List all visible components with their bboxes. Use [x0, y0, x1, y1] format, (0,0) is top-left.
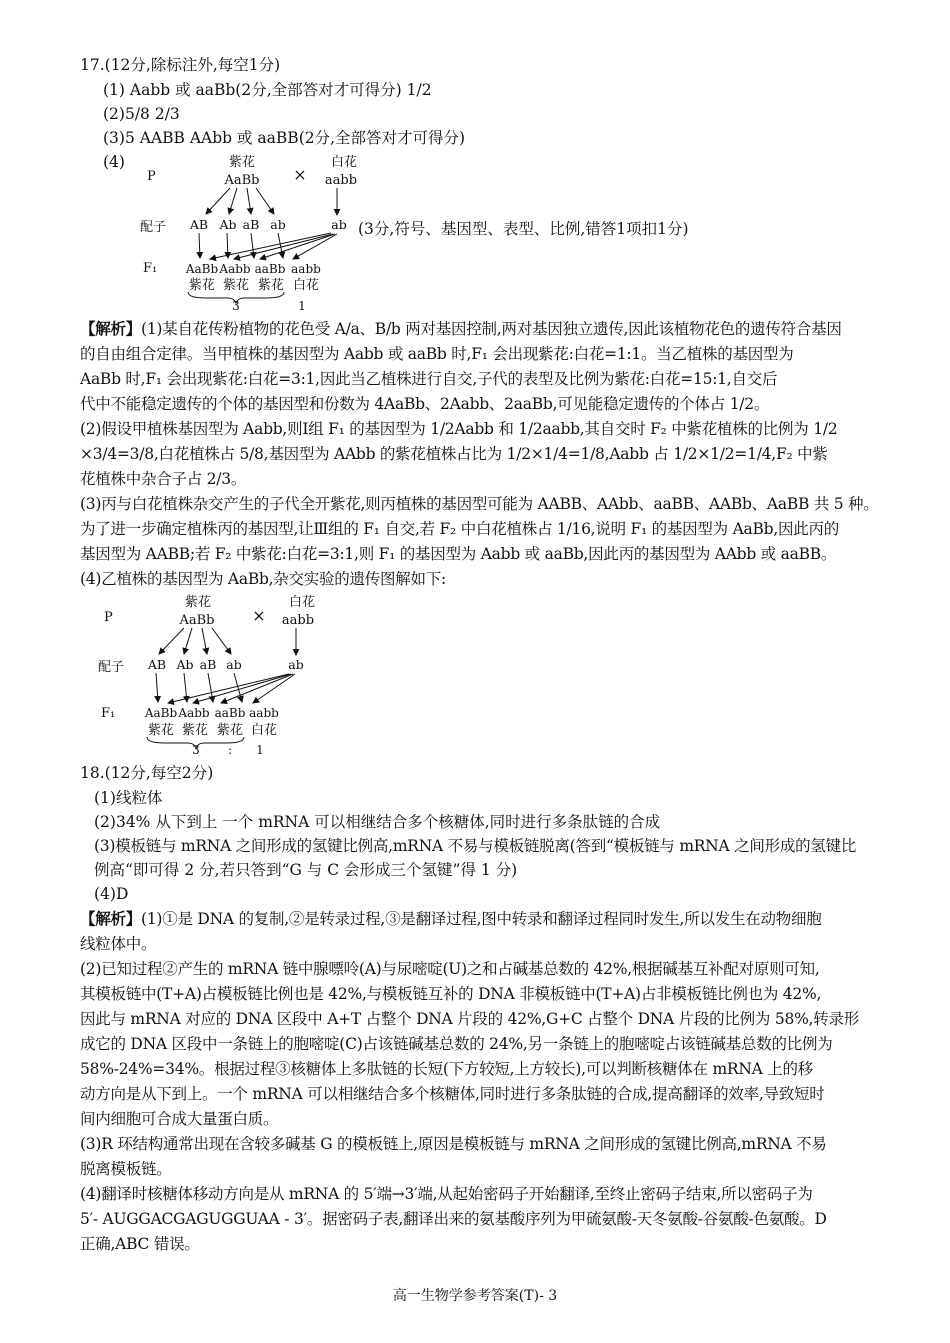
q18-analysis-line-9: 间内细胞可合成大量蛋白质。 [80, 1110, 279, 1128]
f1-genotype-aabb-3: aaBb [214, 706, 246, 720]
q17-analysis-line-9: 为了进一步确定植株丙的基因型,让Ⅲ组的 F₁ 自交,若 F₂ 中白花植株占 1/16,说明 F₁ 的基因型为 AaBb,因此丙的 [80, 520, 840, 538]
parent1-phenotype: 紫花 [228, 155, 256, 170]
q18-analysis-line-2: 线粒体中。 [80, 935, 157, 953]
q17-analysis-line-4: 代中不能稳定遗传的个体的基因型和份数为 4AaBb、2Aabb、2aaBb,可见能稳定遗传的个体占 1/2。 [80, 395, 770, 413]
q18-analysis-line-13: 5′- AUGGACGAGUGGUAA - 3′。据密码子表,翻译出来的氨基酸序列为甲硫氨酸-天冬氨酸-谷氨酸-色氨酸。D [80, 1210, 827, 1228]
p-label: P [147, 169, 156, 184]
gamete-ab-lowercase-a: aB [199, 657, 217, 672]
f1-genotype-aabb-4: aabb [249, 706, 279, 720]
q17-analysis-line-5: (2)假设甲植株基因型为 Aabb,则Ⅰ组 F₁ 的基因型为 1/2Aabb 和 1/2aabb,其自交时 F₂ 中紫花植株的比例为 1/2 [80, 420, 838, 438]
f1-phenotype-4: 白花 [250, 723, 278, 738]
q17-answer-2: (2)5/8 2/3 [103, 105, 180, 123]
ratio-3: 3 [232, 299, 240, 313]
gamete-ab-mixed: Ab [219, 217, 237, 232]
q17-analysis-line-1: 【解析】(1)某自花传粉植物的花色受 A/a、B/b 两对基因控制,两对基因独立遗传,因此该植物花色的遗传符合基因 [80, 319, 842, 338]
f1-phenotype-3: 紫花 [216, 723, 244, 738]
parent1-genotype: AaBb [224, 173, 260, 188]
gamete-ab-upper: AB [147, 657, 167, 672]
gamete-parent2: ab [331, 217, 347, 232]
parent2-phenotype: 白花 [288, 595, 316, 610]
q18-answer-3-line-2: 例高“即可得 2 分,若只答到“G 与 C 会形成三个氢键”得 1 分) [94, 861, 518, 879]
gamete-ab-lower: ab [226, 657, 242, 672]
f1-phenotype-4: 白花 [292, 278, 320, 293]
q18-answer-4: (4)D [94, 885, 129, 903]
gamete-ab-lowercase-a: aB [242, 217, 260, 232]
f1-phenotype-3: 紫花 [257, 278, 285, 293]
ratio-colon: : [227, 743, 233, 757]
f1-label: F₁ [101, 706, 116, 721]
cross-diagram-answer [130, 148, 370, 316]
gamete-ab-upper: AB [189, 217, 209, 232]
q17-analysis-line-7: 花植株中杂合子占 2/3。 [80, 470, 247, 488]
q18-analysis-line-11: 脱离模板链。 [80, 1160, 172, 1178]
f1-phenotype-1: 紫花 [147, 723, 175, 738]
f1-genotype-aabb-1: AaBb [185, 262, 219, 276]
q18-analysis-line-6: 成它的 DNA 区段中一条链上的胞嘧啶(C)占该链碱基总数的 24%,另一条链上的胞嘧啶占该链碱基总数的比例为 [80, 1035, 833, 1053]
parent2-phenotype: 白花 [330, 155, 358, 170]
cross-diagram-analysis [96, 590, 346, 758]
q17-answer-4-label: (4) [103, 153, 125, 171]
gamete-parent2: ab [288, 657, 304, 672]
q17-analysis-line-6: ×3/4=3/8,白花植株占 5/8,基因型为 AAbb 的紫花植株占比为 1/2×1/4=1/8,Aabb 占 1/2×1/2=1/4,F₂ 中紫 [80, 445, 828, 463]
q17-analysis-line-3: AaBb 时,F₁ 会出现紫花:白花=3:1,因此当乙植株进行自交,子代的表型及比例为紫花:白花=15:1,自交后 [80, 370, 778, 388]
gamete-label: 配子 [98, 660, 125, 675]
f1-genotype-aabb-1: AaBb [144, 706, 178, 720]
ratio-1: 1 [256, 743, 264, 757]
f1-genotype-aabb-3: aaBb [254, 262, 286, 276]
gamete-ab-mixed: Ab [176, 657, 194, 672]
q17-answer-1: (1) Aabb 或 aaBb(2分,全部答对才可得分) 1/2 [103, 81, 432, 99]
parent2-genotype: aabb [324, 173, 358, 188]
f1-genotype-aabb-4: aabb [291, 262, 321, 276]
q18-analysis-line-14: 正确,ABC 错误。 [80, 1235, 200, 1253]
q18-analysis-line-3: (2)已知过程②产生的 mRNA 链中腺嘌呤(A)与尿嘧啶(U)之和占碱基总数的 42%,根据碱基互补配对原则可知, [80, 960, 820, 978]
cross-sign: × [252, 606, 266, 625]
q18-answer-1: (1)线粒体 [94, 789, 163, 807]
cross-sign: × [293, 165, 307, 184]
q18-analysis-line-1: 【解析】(1)①是 DNA 的复制,②是转录过程,③是翻译过程,图中转录和翻译过程同时发生,所以发生在动物细胞 [80, 909, 822, 928]
page-footer: 高一生物学参考答案(T)- 3 [392, 1288, 558, 1304]
parent1-phenotype: 紫花 [184, 595, 212, 610]
q17-analysis-line-8: (3)丙与白花植株杂交产生的子代全开紫花,则丙植株的基因型可能为 AABB、AAbb、aaBB、AABb、AaBB 共 5 种。 [80, 495, 879, 513]
analysis-tag: 【解析】 [80, 319, 142, 338]
f1-phenotype-1: 紫花 [188, 278, 216, 293]
q18-answer-2: (2)34% 从下到上 一个 mRNA 可以相继结合多个核糖体,同时进行多条肽链的合成 [94, 813, 661, 831]
f1-genotype-aabb-2: Aabb [178, 706, 210, 720]
q17-answer-3: (3)5 AABB AAbb 或 aaBB(2分,全部答对才可得分) [103, 129, 466, 147]
f1-label: F₁ [143, 261, 158, 276]
analysis-tag: 【解析】 [80, 909, 142, 928]
gamete-ab-lower: ab [270, 217, 286, 232]
q18-analysis-line-8: 动方向是从下到上。一个 mRNA 可以相继结合多个核糖体,同时进行多条肽链的合成,提高翻译的效率,导致短时 [80, 1085, 825, 1103]
diagram-scoring-note: (3分,符号、基因型、表型、比例,错答1项扣1分) [358, 220, 689, 238]
f1-genotype-aabb-2: Aabb [219, 262, 251, 276]
parent1-genotype: AaBb [179, 613, 215, 628]
parent2-genotype: aabb [281, 613, 315, 628]
f1-phenotype-2: 紫花 [181, 723, 209, 738]
q18-answer-3-line-1: (3)模板链与 mRNA 之间形成的氢键比例高,mRNA 不易与模板链脱离(答到“模板链与 mRNA 之间形成的氢键比 [94, 837, 857, 855]
q18-header: 18.(12分,每空2分) [80, 764, 214, 782]
q18-analysis-line-7: 58%-24%=34%。根据过程③核糖体上多肽链的长短(下方较短,上方较长),可以判断核糖体在 mRNA 上的移 [80, 1060, 814, 1078]
ratio-1: 1 [298, 299, 306, 313]
q17-analysis-line-2: 的自由组合定律。当甲植株的基因型为 Aabb 或 aaBb 时,F₁ 会出现紫花:白花=1:1。当乙植株的基因型为 [80, 345, 794, 363]
f1-phenotype-2: 紫花 [222, 278, 250, 293]
p-label: P [104, 610, 113, 625]
q18-analysis-line-12: (4)翻译时核糖体移动方向是从 mRNA 的 5′端→3′端,从起始密码子开始翻译,至终止密码子结束,所以密码子为 [80, 1185, 813, 1203]
q17-analysis-line-10: 基因型为 AABB;若 F₂ 中紫花:白花=3:1,则 F₁ 的基因型为 Aabb 或 aaBb,因此丙的基因型为 AAbb 或 aaBB。 [80, 545, 837, 563]
q18-analysis-line-10: (3)R 环结构通常出现在含较多碱基 G 的模板链上,原因是模板链与 mRNA 之间形成的氢键比例高,mRNA 不易 [80, 1135, 827, 1153]
q17-analysis-line-11: (4)乙植株的基因型为 AaBb,杂交实验的遗传图解如下: [80, 570, 447, 588]
q18-analysis-line-4: 其模板链中(T+A)占模板链比例也是 42%,与模板链互补的 DNA 非模板链中(T+A)占非模板链比例也为 42%, [80, 985, 822, 1003]
q17-header: 17.(12分,除标注外,每空1分) [80, 56, 281, 74]
ratio-3: 3 [192, 743, 200, 757]
gamete-label: 配子 [140, 220, 167, 235]
q18-analysis-line-5: 因此与 mRNA 对应的 DNA 区段中 A+T 占整个 DNA 片段的 42%,G+C 占整个 DNA 片段的比例为 58%,转录形 [80, 1010, 859, 1028]
